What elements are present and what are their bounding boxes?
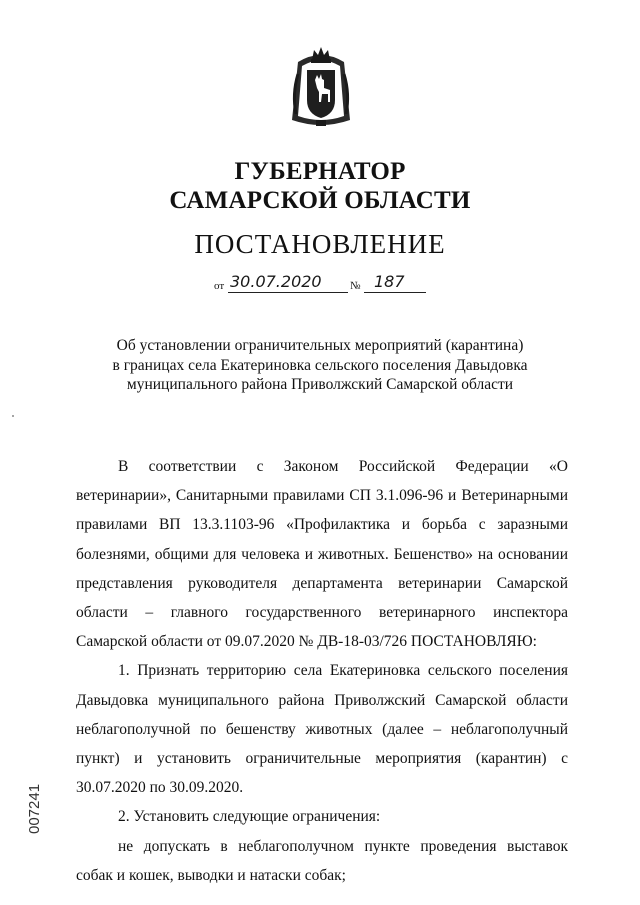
subject-line: Об установлении ограничительных мероприятий (карантина) — [116, 337, 524, 354]
intro-paragraph: В соответствии с Законом Российской Федерации «О ветеринарии», Санитарными правилами СП 3.1.096-96 и Ветеринарными правилами ВП 13.3.1103-96 «Профилактика и борьба с заразными болезнями, общими для человека и животных. Бешенство» на основании представления руководителя департамента ветеринарии Самарской области – главного государственного ветеринарного инспектора Самарской области от 09.07.2020 № ДВ-18-03/726 ПОСТАНОВЛЯЮ: — [76, 458, 568, 651]
item-2-paragraph: 2. Установить следующие ограничения: — [118, 808, 381, 826]
date-prefix: от — [214, 280, 225, 292]
date-value: 30.07.2020 — [230, 272, 322, 291]
side-registration-stamp: 007241 — [26, 783, 43, 834]
document-type-heading: ПОСТАНОВЛЕНИЕ — [194, 229, 446, 259]
document-body — [76, 452, 568, 890]
number-value: 187 — [374, 272, 405, 291]
item-1-paragraph: 1. Признать территорию села Екатериновка сельского поселения Давыдовка муниципального района Приволжский Самарской области неблагополучной по бешенству животных (далее – неблагополучный пункт) и установить ограничительные мероприятия (карантин) с 30.07.2020 по 30.09.2020. — [76, 662, 568, 797]
subject-line: в границах села Екатериновка сельского поселения Давыдовка — [112, 356, 528, 374]
scan-speck — [12, 415, 14, 417]
issuer-title-line2: САМАРСКОЙ ОБЛАСТИ — [169, 187, 471, 214]
number-underline — [364, 292, 426, 293]
date-underline — [228, 292, 348, 293]
document-subject — [0, 336, 640, 395]
subject-line: муниципального района Приволжский Самарской области — [126, 376, 514, 393]
item-2a-paragraph: не допускать в неблагополучном пункте проведения выставок собак и кошек, выводки и натаски собак; — [76, 837, 568, 884]
issuer-title-line1: ГУБЕРНАТОР — [234, 158, 406, 185]
coat-of-arms-icon — [288, 44, 354, 130]
number-prefix: № — [350, 280, 361, 292]
